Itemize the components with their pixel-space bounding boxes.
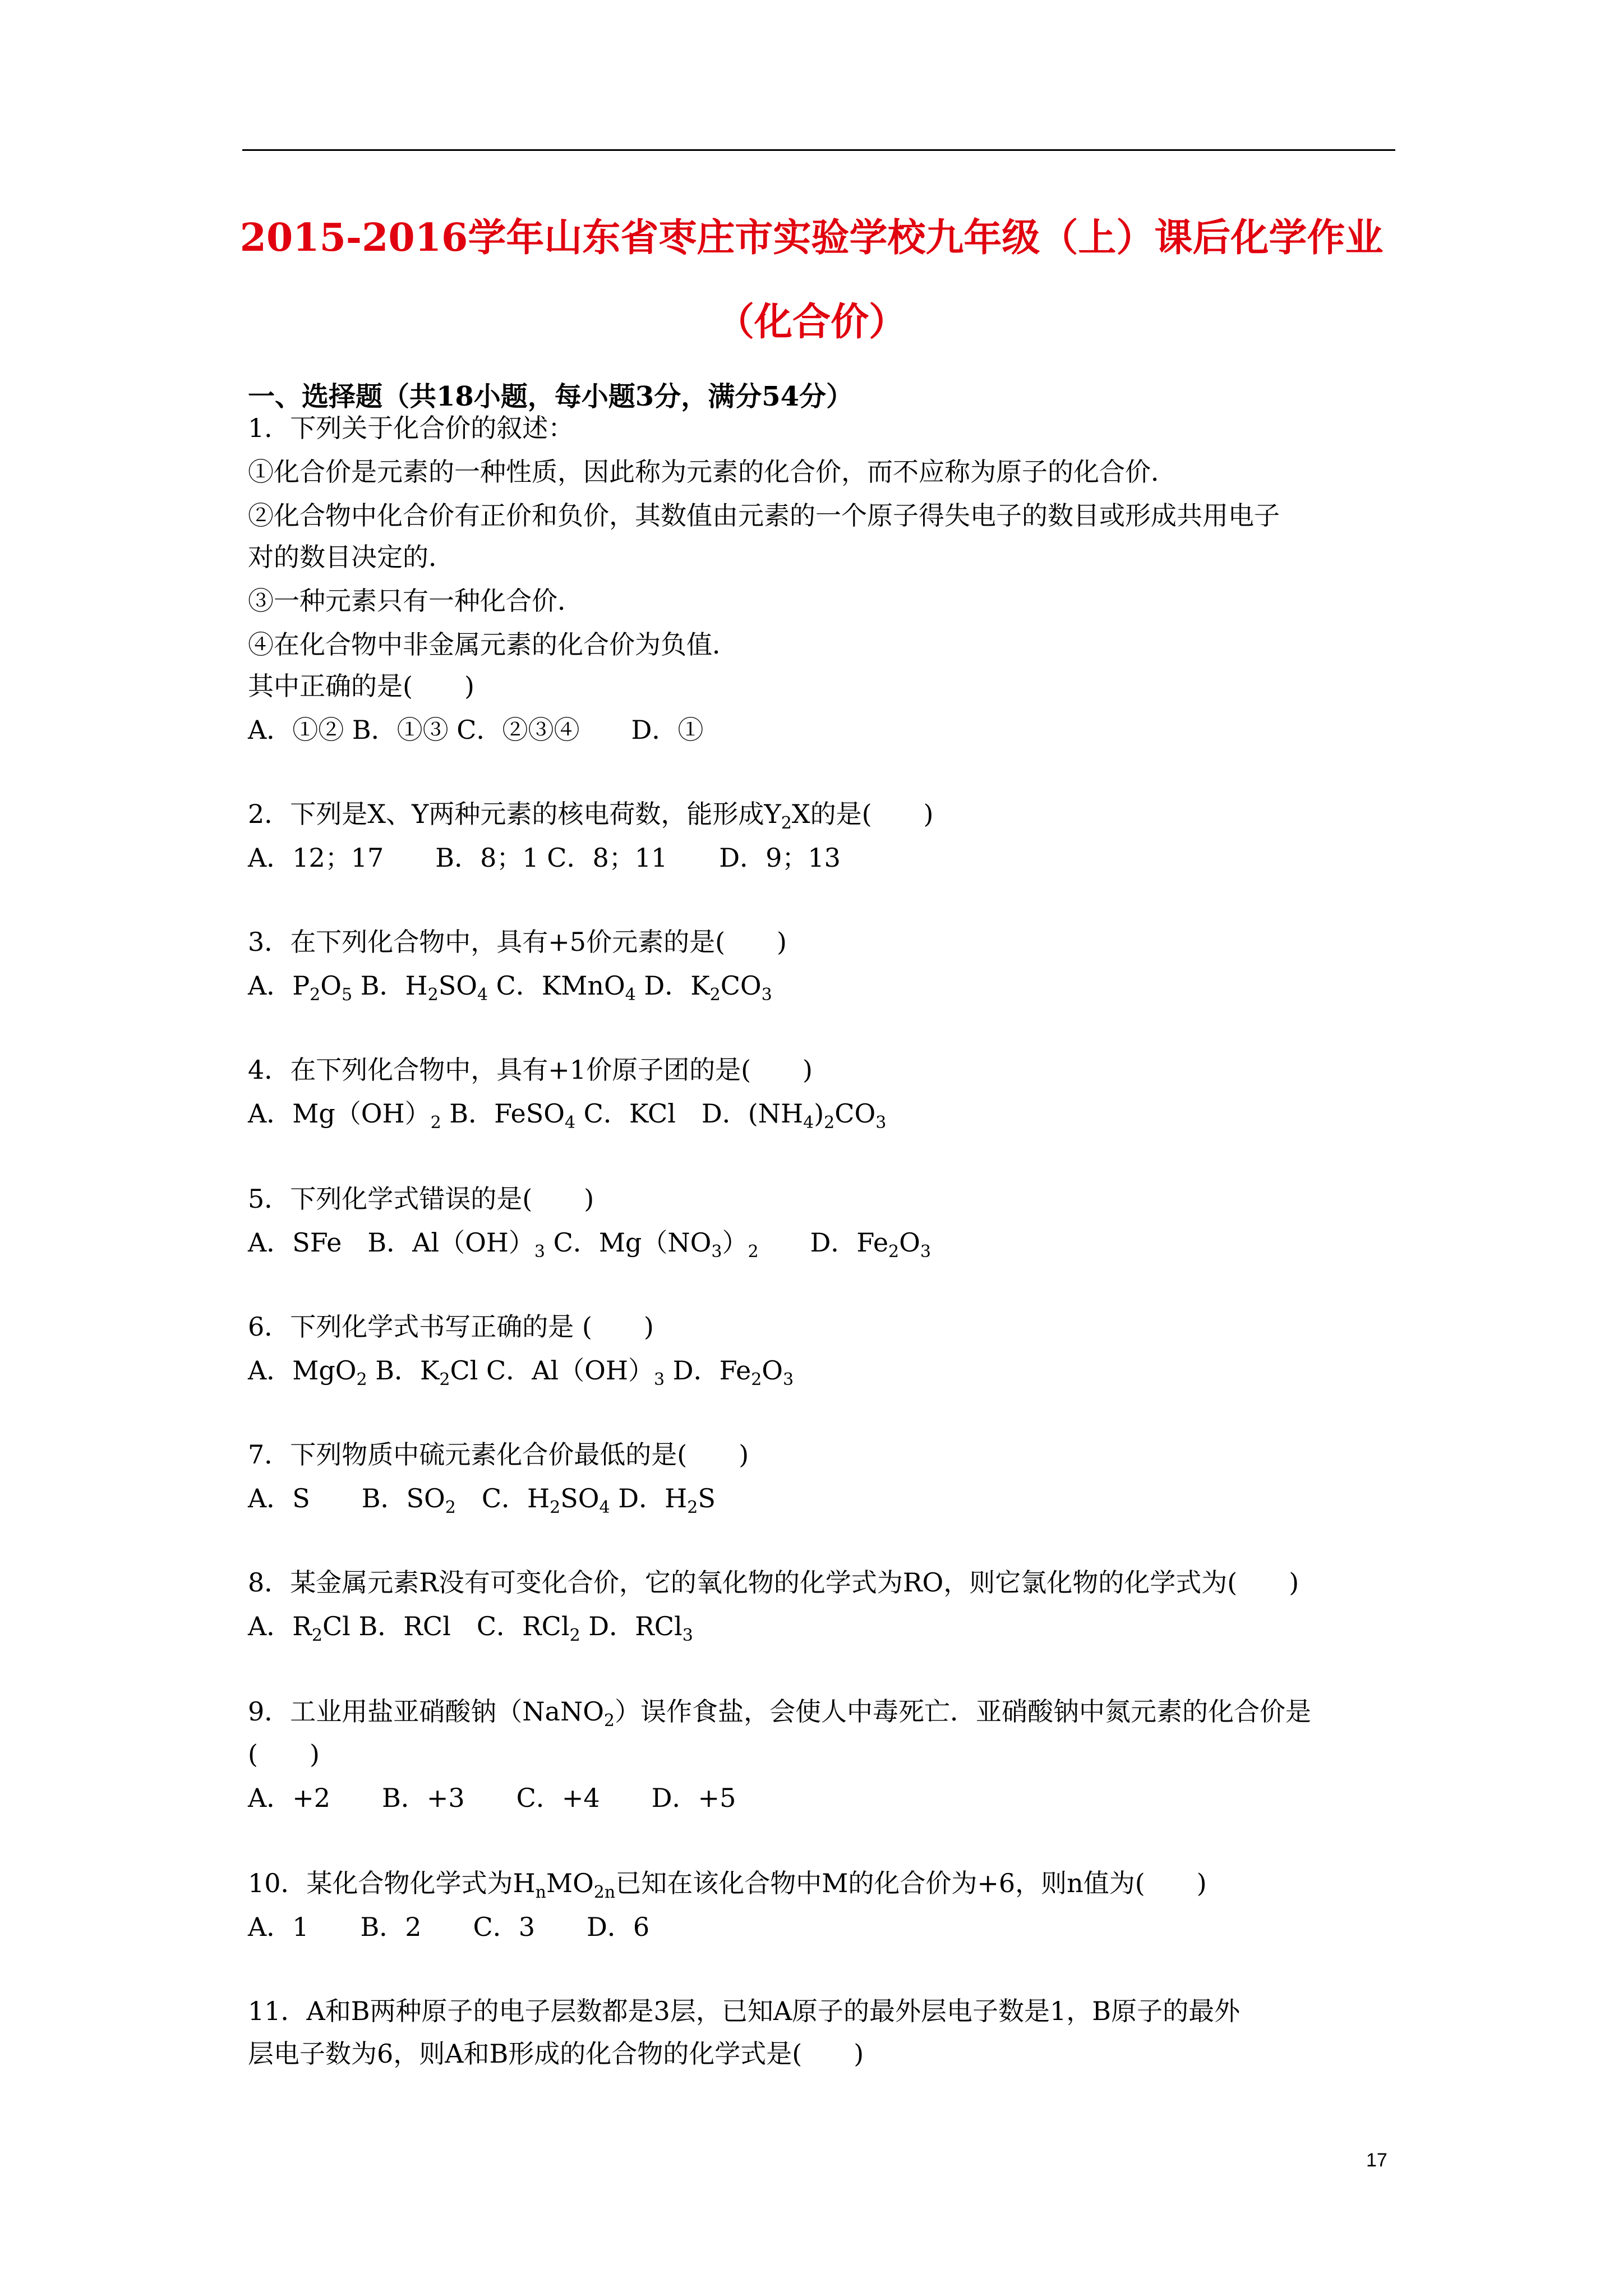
text-line: A．$R_2Cl$ B．RCl C．RCl$_2$ D．RCl$_3$	[248, 1611, 693, 1645]
text-line: 层电子数为6，则A和B形成的化合物的化学式是( )	[248, 2039, 864, 2069]
text-line: A．+2 B．+3 C．+4 D．+5	[248, 1783, 736, 1813]
text-line: A．S B．$SO_2$ C．$H_2SO_4$ D．$H_2S$	[248, 1483, 716, 1517]
text-line: 1．下列关于化合价的叙述：	[248, 413, 574, 443]
text-line: A．MgO$_2$ B．$K_2Cl$ C．$Al(OH)_3$ D．$Fe_2O_3$	[248, 1355, 794, 1389]
text-line: 对的数目决定的．	[248, 542, 454, 572]
text-line: A．①② B．①③ C．②③④ D．①	[248, 715, 704, 745]
header-rule	[242, 149, 1395, 151]
text-line: 9．工业用盐亚硝酸钠（NaNO$_2$）误作食盐，会使人中毒死亡．亚硝酸钠中氮元素的化合价是	[248, 1696, 1311, 1731]
text-line: 其中正确的是( )	[248, 671, 474, 701]
text-line: 8．某金属元素R没有可变化合价，它的氧化物的化学式为RO，则它氯化物的化学式为( )	[248, 1567, 1299, 1598]
text-line: A．$P_2O_5$ B．$H_2SO_4$ C．KMnO$_4$ D．$K_2CO_3$	[248, 970, 772, 1005]
text-line: 10．某化合物化学式为$H_nMO_{2n}$已知在该化合物中M的化合价为+6，则n值为( )	[248, 1868, 1207, 1902]
text-line: A．$Mg(OH)_2$ B．FeSO$_4$ C．KCl D．$(NH_4)_2CO_3$	[248, 1098, 887, 1133]
page-number: 17	[1366, 2150, 1387, 2171]
text-line: A．1 B．2 C．3 D．6	[248, 1912, 650, 1942]
text-line: 11．A和B两种原子的电子层数都是3层，已知A原子的最外层电子数是1，B原子的最外	[248, 1996, 1241, 2026]
document-subtitle: （化合价）	[716, 300, 907, 344]
text-line: A．SFe B．$Al(OH)_3$ C．$Mg(NO_3)_2$ D．$Fe_2O_3$	[248, 1227, 931, 1262]
text-line: ②化合物中化合价有正价和负价，其数值由元素的一个原子得失电子的数目或形成共用电子	[248, 500, 1280, 531]
text-line: 3．在下列化合物中，具有+5价元素的是( )	[248, 927, 787, 957]
text-line: 5．下列化学式错误的是( )	[248, 1184, 594, 1214]
section-heading: 一、选择题（共18小题，每小题3分，满分54分）	[248, 381, 853, 412]
text-line: ③一种元素只有一种化合价．	[248, 586, 583, 616]
text-line: 6．下列化学式书写正确的是 ( )	[248, 1312, 654, 1342]
text-line: 7．下列物质中硫元素化合价最低的是( )	[248, 1439, 749, 1470]
text-line: 2．下列是X、Y两种元素的核电荷数，能形成$Y_2X$的是( )	[248, 799, 934, 833]
text-line: ①化合价是元素的一种性质，因此称为元素的化合价，而不应称为原子的化合价．	[248, 457, 1177, 487]
document-title: 2015-2016学年山东省枣庄市实验学校九年级（上）课后化学作业	[239, 215, 1384, 260]
text-line: A．12；17 B．8；1 C．8；11 D．9；13	[248, 843, 841, 873]
text-line: 4．在下列化合物中，具有+1价原子团的是( )	[248, 1055, 813, 1085]
text-line: ( )	[248, 1739, 320, 1769]
text-line: ④在化合物中非金属元素的化合价为负值．	[248, 629, 738, 660]
